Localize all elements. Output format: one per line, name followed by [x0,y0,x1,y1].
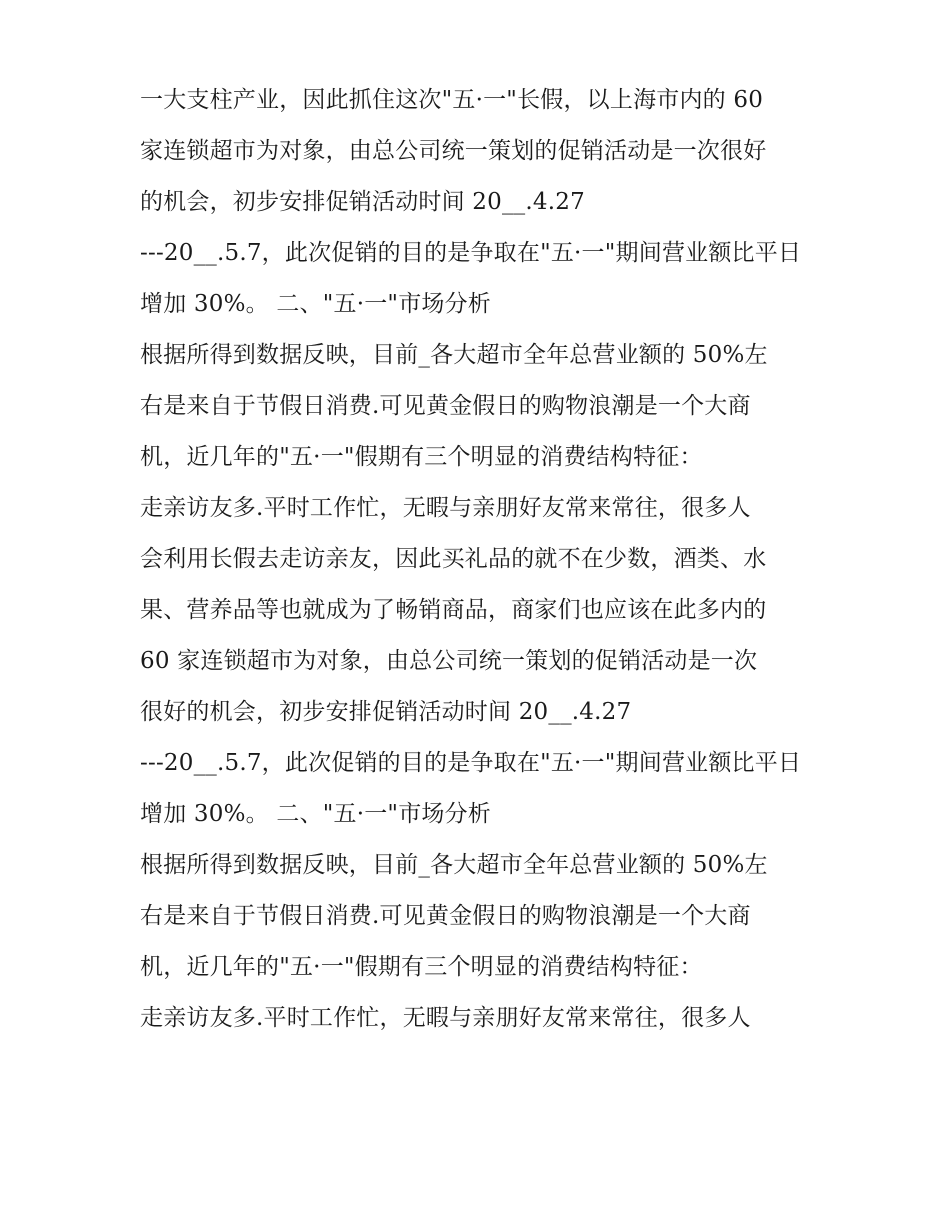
text-line: 增加 30%。 二、"五·一"市场分析 [140,801,492,827]
text-line: 走亲访友多.平时工作忙，无暇与亲朋好友常来常往，很多人 [140,1005,751,1031]
text-line: 一大支柱产业，因此抓住这次"五·一"长假，以上海市内的 60 [140,87,764,113]
document-body [140,75,830,1044]
text-line: 根据所得到数据反映，目前_各大超市全年总营业额的 50%左 [140,852,768,878]
text-line: 家连锁超市为对象，由总公司统一策划的促销活动是一次很好 [140,138,767,164]
text-line: 右是来自于节假日消费.可见黄金假日的购物浪潮是一个大商 [140,903,751,929]
text-line: 很好的机会，初步安排促销活动时间 20__.4.27 [140,699,632,725]
text-line: 机，近几年的"五·一"假期有三个明显的消费结构特征： [140,954,703,980]
text-line: ---20__.5.7，此次促销的目的是争取在"五·一"期间营业额比平日 [140,750,802,776]
text-line: ---20__.5.7，此次促销的目的是争取在"五·一"期间营业额比平日 [140,240,802,266]
text-line: 的机会，初步安排促销活动时间 20__.4.27 [140,189,585,215]
text-line: 会利用长假去走访亲友，因此买礼品的就不在少数，酒类、水 [140,546,767,572]
text-line: 右是来自于节假日消费.可见黄金假日的购物浪潮是一个大商 [140,393,751,419]
text-line: 走亲访友多.平时工作忙，无暇与亲朋好友常来常往，很多人 [140,495,751,521]
text-line: 果、营养品等也就成为了畅销商品，商家们也应该在此多内的 [140,597,767,623]
text-line: 增加 30%。 二、"五·一"市场分析 [140,291,492,317]
text-line: 根据所得到数据反映，目前_各大超市全年总营业额的 50%左 [140,342,768,368]
text-line: 60 家连锁超市为对象，由总公司统一策划的促销活动是一次 [140,648,758,674]
text-line: 机，近几年的"五·一"假期有三个明显的消费结构特征： [140,444,703,470]
